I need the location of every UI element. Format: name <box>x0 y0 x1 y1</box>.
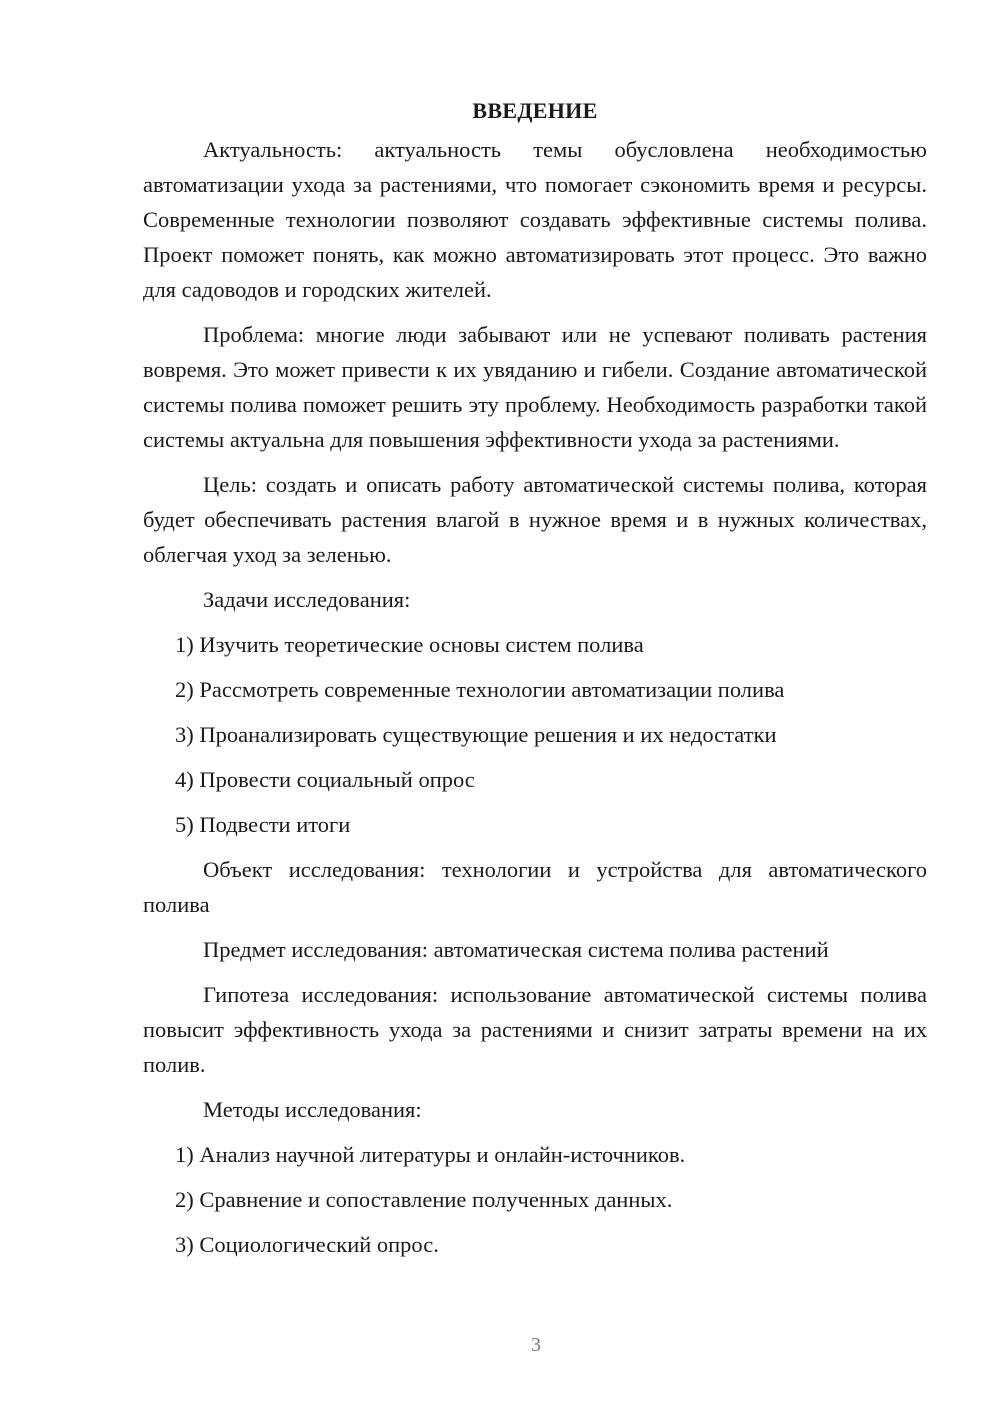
hypothesis-paragraph: Гипотеза исследования: использование автоматической системы полива повысит эффективность ухода за растениями и снизит затраты времени на их полив. <box>143 982 927 1077</box>
list-item: 3) Проанализировать существующие решения и их недостатки <box>175 722 777 747</box>
list-item: 1) Анализ научной литературы и онлайн-источников. <box>175 1142 686 1167</box>
section-heading: ВВЕДЕНИЕ <box>472 98 598 123</box>
goal-paragraph: Цель: создать и описать работу автоматической системы полива, которая будет обеспечивать растения влагой в нужное время и в нужных количествах, облегчая уход за зеленью. <box>143 472 927 567</box>
list-item: 2) Сравнение и сопоставление полученных данных. <box>175 1187 673 1212</box>
subject-paragraph: Предмет исследования: автоматическая система полива растений <box>203 937 829 962</box>
list-item: 1) Изучить теоретические основы систем полива <box>175 632 644 657</box>
page-number: 3 <box>531 1334 541 1356</box>
tasks-title: Задачи исследования: <box>203 587 411 612</box>
tasks-list <box>143 627 927 842</box>
methods-list <box>143 1137 927 1262</box>
list-item: 2) Рассмотреть современные технологии автоматизации полива <box>175 677 785 702</box>
relevance-paragraph: Актуальность: актуальность темы обусловлена необходимостью автоматизации ухода за растениями, что помогает сэкономить время и ресурсы. Современные технологии позволяют создавать эффективные системы полива. Проект поможет понять, как можно автоматизировать этот процесс. Это важно для садоводов и городских жителей. <box>143 137 927 302</box>
object-paragraph: Объект исследования: технологии и устройства для автоматического полива <box>143 857 927 917</box>
problem-paragraph: Проблема: многие люди забывают или не успевают поливать растения вовремя. Это может привести к их увяданию и гибели. Создание автоматической системы полива поможет решить эту проблему. Необходимость разработки такой системы актуальна для повышения эффективности ухода за растениями. <box>143 322 927 452</box>
list-item: 5) Подвести итоги <box>175 812 351 837</box>
methods-title: Методы исследования: <box>203 1097 422 1122</box>
document-page <box>143 96 927 1272</box>
list-item: 3) Социологический опрос. <box>175 1232 439 1257</box>
list-item: 4) Провести социальный опрос <box>175 767 475 792</box>
